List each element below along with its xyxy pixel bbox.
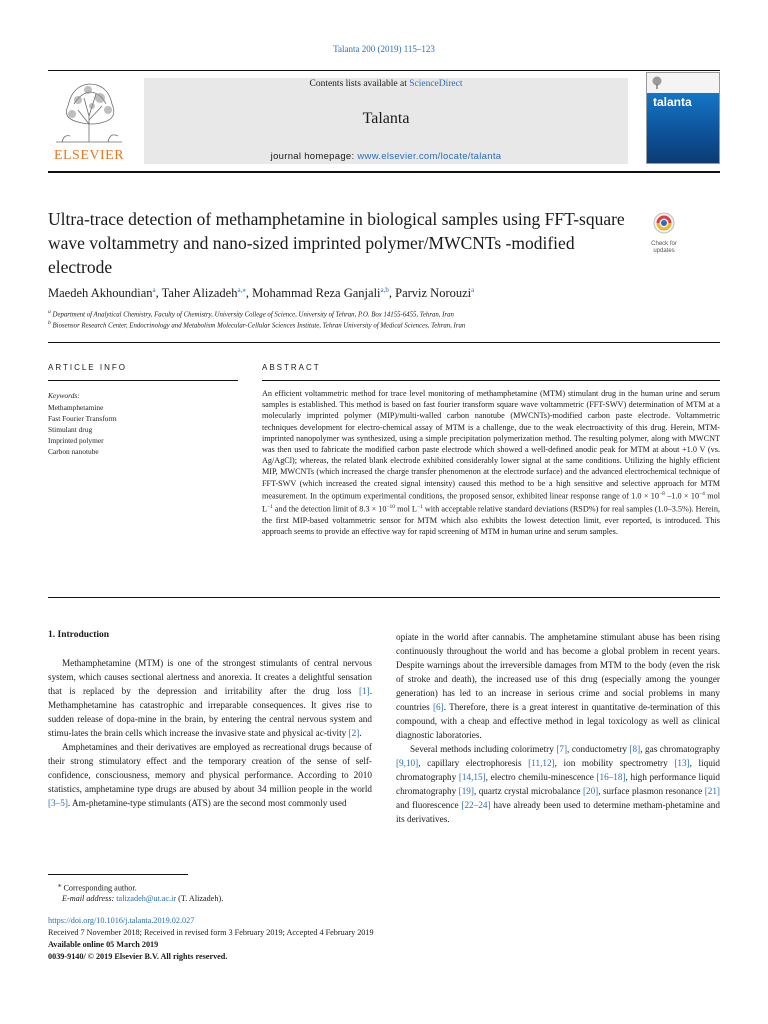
citation-link[interactable]: [11,12]: [528, 758, 555, 768]
author-name[interactable]: Mohammad Reza Ganjali: [252, 286, 381, 301]
author-affiliation-mark[interactable]: a,b: [380, 286, 389, 294]
citation-link[interactable]: [20]: [582, 786, 599, 796]
author-affiliation-mark[interactable]: a: [152, 286, 156, 294]
intro-right-column: [396, 630, 720, 826]
keyword-item: Carbon nanotube: [48, 447, 99, 456]
author-affiliation-mark[interactable]: a,⁎: [237, 286, 246, 294]
header-top-rule: [48, 70, 720, 71]
author-name[interactable]: Taher Alizadeh: [161, 286, 238, 301]
check-updates-label: Check for updates: [651, 241, 677, 254]
author-separator: ,: [245, 286, 253, 301]
check-for-updates-badge[interactable]: [642, 212, 686, 252]
author-list: [48, 286, 728, 301]
keywords-list: [48, 402, 238, 457]
info-top-rule: [48, 342, 720, 343]
abstract-bottom-rule: [48, 597, 720, 598]
check-updates-icon: [653, 212, 675, 236]
copyright-line: 0039-9140/ © 2019 Elsevier B.V. All rights reserved.: [48, 952, 228, 961]
abstract-text: An efficient voltammetric method for trace level monitoring of methamphetamine (MTM) stimulant drug in the human urine and serum samples is established. This method is based on fast fourier transform square wave voltammetric (FFT-SWV) determination of MTM at a molecularly imprinted polymer (MIP)/multi-walled carbon nanotube (MWCNTs)-modified carbon paste electrode. Voltammetric techniques development for electro-chemical assay of MTM is a challenge, due to the weak electroactivity of this drug. Herein, MTM-imprinted nanopolymer was synthesized, using a simple precipitation polymerization method. The resulting polymer, along with MWCNT was then used to fabricate the modified carbon paste electrode which showed a well-defined anodic peak for MTM at about +1.0 V (vs. Ag/AgCl); whereas, the related blank electrode exhibited considerably lower signal at the same conditions. Utilizing the highly efficient MIP, MWCNTs (which increased the charge transfer phenomenon at the electrode surface) and the advanced electrochemical technique of FFT-SWV (which increased the created signal intensity) caused this method to be a high sensitive and selective approach for MTM measurement. In the optimum experimental conditions, the proposed sensor, exhibited linear response range of $1.0 \times 10^{-8}$ $-1.0 \times 10^{-4}$ mol $L^{-1}$ and the detection limit of $8.3 \times 10^{-10}$ mol $L^{-1}$ with acceptable relative standard deviations (RSD%) for real samples (1.0–3.5%). Herein, the first MIP-based voltammetric sensor for MTM which also exhibits the lowest detection limit, ever reported, is introduced. This approach seems to provide an effective way for rapid screening of MTM in human urine and serum samples.: [262, 389, 720, 536]
sciencedirect-link[interactable]: ScienceDirect: [409, 79, 463, 89]
journal-homepage: journal homepage: www.elsevier.com/locate/talanta: [270, 151, 502, 162]
journal-cover-image: [646, 72, 720, 164]
author-separator: ,: [155, 286, 162, 301]
author-separator: ,: [388, 286, 396, 301]
footnote-rule: [48, 874, 188, 875]
citation-link[interactable]: [2]: [348, 728, 360, 738]
citation-link[interactable]: [16–18]: [596, 772, 626, 782]
received-dates: Received 7 November 2018; Received in revised form 3 February 2019; Accepted 4 February 2019: [48, 928, 374, 937]
citation-link[interactable]: [22–24]: [461, 800, 491, 810]
article-info-heading: ARTICLE INFO: [48, 363, 127, 372]
author-name[interactable]: Maedeh Akhoundian: [48, 286, 153, 301]
elsevier-wordmark: ELSEVIER: [53, 148, 125, 163]
keywords-label: Keywords:: [48, 391, 80, 400]
introduction-heading: 1. Introduction: [48, 630, 110, 640]
corresponding-author-note: ⁎ Corresponding author.: [58, 882, 137, 893]
citation-link[interactable]: [21]: [704, 786, 720, 796]
intro-paragraph: Amphetamines and their derivatives are employed as recreational drugs because of their strong stimulatory effect and the temporary creation of the sense of self-confidence, consciousness, memory and physical performance. According to 2010 statistics, amphetamine type drugs are abused by about 34 million people in the world [3–5]. Am-phetamine-type stimulants (ATS) are the second most commonly used: [48, 742, 372, 808]
author-name[interactable]: Parviz Norouzi: [395, 286, 472, 301]
citation-link[interactable]: [13]: [674, 758, 690, 768]
affiliation-a: $^a$ Department of Analytical Chemistry, Faculty of Chemistry, University College of Science, University of Tehran, P.O. Box 14155-6455, Tehran, Iran: [48, 309, 454, 319]
abstract-heading: ABSTRACT: [262, 363, 321, 372]
article-title: Ultra-trace detection of methamphetamine in biological samples using FFT-square wave voltammetry and nano-sized imprinted polymer/MWCNTs -modified electrode: [48, 209, 625, 277]
abstract-rule: [262, 380, 720, 381]
citation-link[interactable]: [9,10]: [396, 758, 419, 768]
contents-availability: Contents lists available at ScienceDirect: [309, 79, 463, 89]
citation-link[interactable]: [3–5]: [48, 798, 68, 808]
keyword-item: Stimulant drug: [48, 425, 93, 434]
cover-tree-icon: [651, 76, 663, 90]
citation-link[interactable]: [19]: [458, 786, 474, 796]
affiliation-b: $^b$ Biosensor Research Center, Endocrinology and Metabolism Molecular-Cellular Sciences Institute, Tehran University of Medical Sciences, Tehran, Iran: [48, 320, 466, 330]
citation-link[interactable]: [7]: [556, 744, 568, 754]
email-link[interactable]: talizadeh@ut.ac.ir: [116, 894, 177, 903]
header-bottom-rule: [48, 171, 720, 173]
keyword-item: Imprinted polymer: [48, 436, 104, 445]
cover-journal-name: talanta: [653, 95, 692, 109]
journal-homepage-link[interactable]: www.elsevier.com/locate/talanta: [357, 151, 502, 162]
intro-left-column: [48, 656, 372, 810]
journal-reference-link[interactable]: Talanta 200 (2019) 115–123: [333, 44, 435, 54]
citation-link[interactable]: [1]: [358, 686, 370, 696]
journal-title: Talanta: [362, 110, 410, 127]
available-online: Available online 05 March 2019: [48, 940, 159, 949]
intro-paragraph: Several methods including colorimetry [7], conductometry [8], gas chromatography [9,10], capillary electrophoresis [11,12], ion mobility spectrometry [13], liquid chromatography [14,15], electro chemilu-minescence [16–18], high performance liquid chromatography [19], quartz crystal microbalance [20], surface plasmon resonance [21] and fluorescence [22–24] have already been used to determine metham-phetamine and its derivatives.: [396, 744, 721, 824]
intro-paragraph: opiate in the world after cannabis. The amphetamine stimulant abuse has been rising continuously throughout the world and has become a global problem in recent years. Despite warnings about the irreversible damages from MTM to the body (even the risk of stroke and death), the increased use of this drug (especially among the younger generation) has led to an increase in serious crime and social problems in many countries [6]. Therefore, there is a great interest in quantitative de-termination of this compound, with a cheap and effective method in legal toxicology as well as clinical diagnostic laboratories.: [396, 632, 720, 740]
citation-link[interactable]: [8]: [629, 744, 641, 754]
article-info-rule: [48, 380, 238, 381]
intro-paragraph: Methamphetamine (MTM) is one of the strongest stimulants of central nervous system, which causes sectional alertness and anorexia. It creates a delightful sensation that is replaced by the depression and irritability after the drug loss [1]. Methamphetamine has catastrophic and irreparable consequences. It gives rise to sudden release of dopa-mine in the brain, by entering the central nervous system and stimu-lates the brain cells which increase the invasive state and physical ac-tivity [2].: [48, 658, 372, 738]
doi-link[interactable]: https://doi.org/10.1016/j.talanta.2019.02.027: [48, 916, 195, 925]
citation-link[interactable]: [14,15]: [458, 772, 486, 782]
citation-link[interactable]: [6]: [432, 702, 444, 712]
email-note: E-mail address: talizadeh@ut.ac.ir (T. Alizadeh).: [62, 894, 224, 903]
keyword-item: Methamphetamine: [48, 403, 104, 412]
author-affiliation-mark[interactable]: a: [471, 286, 475, 294]
keyword-item: Fast Fourier Transform: [48, 414, 117, 423]
